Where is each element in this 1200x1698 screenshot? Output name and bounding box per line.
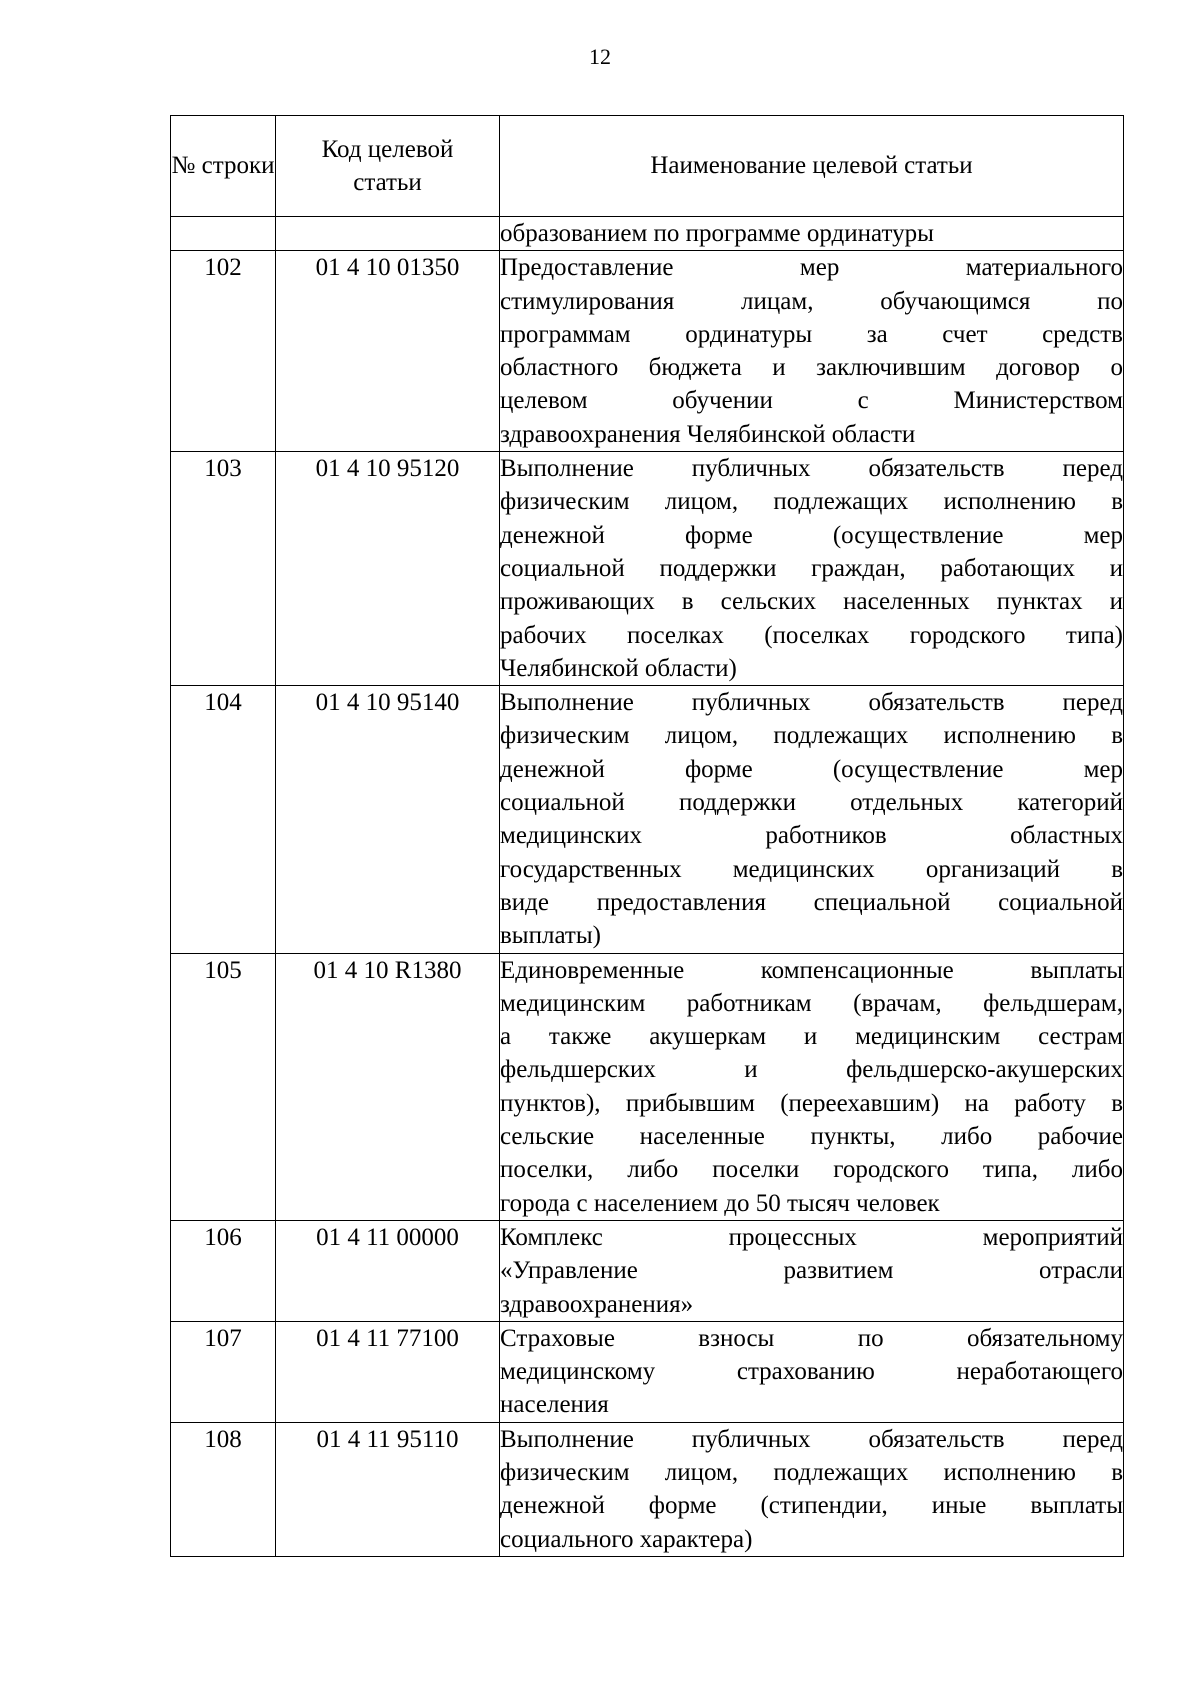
article-name-line: города с населением до 50 тысяч человек xyxy=(500,1189,940,1217)
article-name-line: стимулирования лицам, обучающимся по xyxy=(500,287,1123,315)
article-name-line: областного бюджета и заключившим договор о xyxy=(500,354,1123,382)
article-code-cell: 01 4 11 95110 xyxy=(276,1422,500,1556)
article-name-line: сельские населенные пункты, либо рабочие xyxy=(500,1123,1123,1151)
article-name-line: денежной форме (осуществление мер xyxy=(500,521,1123,549)
article-name-cell xyxy=(500,1220,1124,1321)
article-name-line: медицинскому страхованию неработающего xyxy=(500,1358,1123,1386)
article-name-line: образованием по программе ординатуры xyxy=(500,220,934,247)
article-name-line: физическим лицом, подлежащих исполнению в xyxy=(500,488,1123,516)
header-article-code-label: Код целевой статьи xyxy=(321,136,454,196)
article-name-line: проживающих в сельских населенных пунктах и xyxy=(500,588,1123,616)
article-name-line: Единовременные компенсационные выплаты xyxy=(500,956,1123,984)
article-name-line: физическим лицом, подлежащих исполнению в xyxy=(500,722,1123,750)
article-name-cell xyxy=(500,452,1124,686)
table-row xyxy=(171,251,1124,452)
article-code-cell: 01 4 11 77100 xyxy=(276,1321,500,1422)
table-row xyxy=(171,1321,1124,1422)
row-number-cell: 104 xyxy=(171,686,276,953)
article-code-cell: 01 4 10 R1380 xyxy=(276,953,500,1220)
article-name-line: медицинским работникам (врачам, фельдшерам, xyxy=(500,989,1123,1017)
article-name-line: Страховые взносы по обязательному xyxy=(500,1324,1123,1352)
article-code-cell: 01 4 10 95140 xyxy=(276,686,500,953)
article-name-line: Комплекс процессных мероприятий xyxy=(500,1223,1123,1251)
article-name-line: а также акушеркам и медицинским сестрам xyxy=(500,1023,1123,1051)
article-name-line: медицинских работников областных xyxy=(500,822,1123,850)
article-name-line: поселки, либо поселки городского типа, либо xyxy=(500,1156,1123,1184)
article-name-line: рабочих поселках (поселках городского типа) xyxy=(500,621,1123,649)
table-header-row xyxy=(171,116,1124,217)
article-name-line: денежной форме (стипендии, иные выплаты xyxy=(500,1492,1123,1520)
row-number-cell: 103 xyxy=(171,452,276,686)
article-name-line: Выполнение публичных обязательств перед xyxy=(500,1425,1123,1453)
table-row xyxy=(171,953,1124,1220)
table-row xyxy=(171,686,1124,953)
article-code-cell: 01 4 11 00000 xyxy=(276,1220,500,1321)
article-name-cell xyxy=(500,1422,1124,1556)
article-name-line: Предоставление мер материального xyxy=(500,254,1123,282)
article-name-cell xyxy=(500,251,1124,452)
article-name-line: пунктов), прибывшим (переехавшим) на работу в xyxy=(500,1089,1123,1117)
table-row xyxy=(171,452,1124,686)
article-name-line: Выполнение публичных обязательств перед xyxy=(500,689,1123,717)
table-row xyxy=(171,1220,1124,1321)
table-row xyxy=(171,217,1124,251)
header-row-number-label: № строки xyxy=(171,152,275,179)
header-article-name xyxy=(500,116,1124,217)
article-name-line: здравоохранения Челябинской области xyxy=(500,420,916,448)
article-code-cell: 01 4 10 95120 xyxy=(276,452,500,686)
article-name-line: физическим лицом, подлежащих исполнению в xyxy=(500,1458,1123,1486)
article-name-line: выплаты) xyxy=(500,922,601,950)
article-name-cell xyxy=(500,1321,1124,1422)
page-number: 12 xyxy=(589,44,611,69)
article-name-line: государственных медицинских организаций в xyxy=(500,855,1123,883)
row-number-cell: 105 xyxy=(171,953,276,1220)
article-name-line: социальной поддержки отдельных категорий xyxy=(500,789,1123,817)
article-name-line: виде предоставления специальной социальной xyxy=(500,888,1123,916)
article-name-line: фельдшерских и фельдшерско-акушерских xyxy=(500,1056,1123,1084)
table-row xyxy=(171,1422,1124,1556)
article-name-line: Выполнение публичных обязательств перед xyxy=(500,455,1123,483)
article-name-cell xyxy=(500,686,1124,953)
row-number-cell: 108 xyxy=(171,1422,276,1556)
article-name-cell xyxy=(500,953,1124,1220)
article-name-line: программам ординатуры за счет средств xyxy=(500,320,1123,348)
article-name-line: социального характера) xyxy=(500,1525,753,1553)
row-number-cell xyxy=(171,217,276,251)
header-article-code xyxy=(276,116,500,217)
article-name-line: денежной форме (осуществление мер xyxy=(500,755,1123,783)
article-name-cell xyxy=(500,217,1124,251)
article-code-cell xyxy=(276,217,500,251)
row-number-cell: 106 xyxy=(171,1220,276,1321)
article-name-line: целевом обучении с Министерством xyxy=(500,387,1123,415)
header-row-number xyxy=(171,116,276,217)
table-body xyxy=(171,217,1124,1557)
article-name-line: Челябинской области) xyxy=(500,654,737,682)
header-article-name-label: Наименование целевой статьи xyxy=(650,152,973,180)
article-code-cell: 01 4 10 01350 xyxy=(276,251,500,452)
row-number-cell: 107 xyxy=(171,1321,276,1422)
row-number-cell: 102 xyxy=(171,251,276,452)
article-name-line: населения xyxy=(500,1391,609,1419)
target-articles-table xyxy=(170,115,1124,1557)
article-name-line: «Управление развитием отрасли xyxy=(500,1257,1123,1285)
article-name-line: здравоохранения» xyxy=(500,1290,694,1318)
article-name-line: социальной поддержки граждан, работающих и xyxy=(500,554,1123,582)
